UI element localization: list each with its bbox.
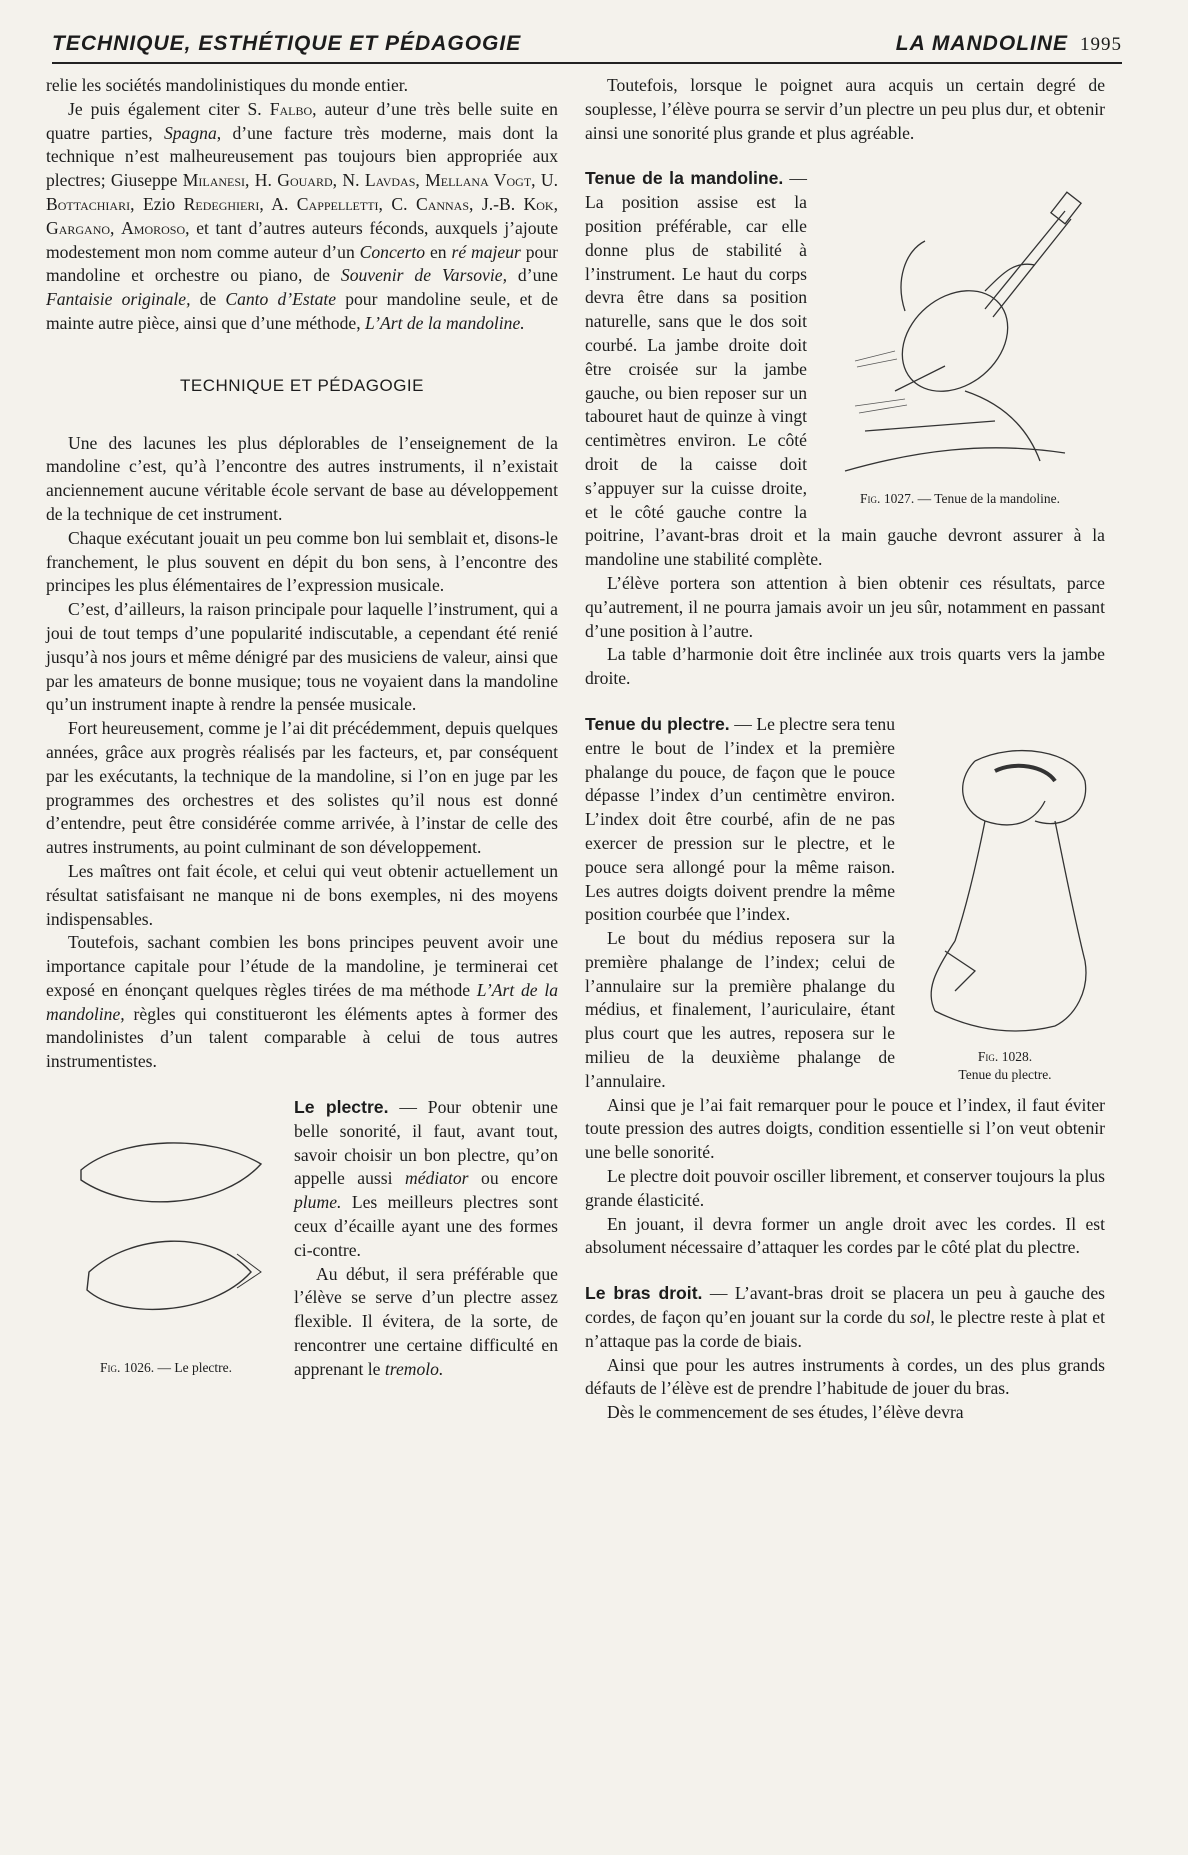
section-heading: TECHNIQUE ET PÉDAGOGIE [179, 375, 424, 395]
paragraph-composers: Je puis également citer S. Falbo, auteur d’une très belle suite en quatre parties, Spagna, d’une facture très moderne, mais dont la technique n’est malheureusement pas toujours bien appropriée aux plectres; Giuseppe Milanesi, H. Gouard, N. Lavdas, Mellana Vogt, U. Bottachiari, Ezio Redeghieri, A. Cappelletti, C. Cannas, J.-B. Kok, Gargano, Amoroso, et tant d’autres auteurs féconds, auxquels j’ajoute modestement mon nom comme auteur d’un Concerto en ré majeur pour mandoline et orchestre ou piano, de Souvenir de Varsovie, d’une Fantaisie originale, de Canto d’Estate pour mandoline seule, et de mainte autre pièce, ainsi que d’une méthode, L’Art de la mandoline. [46, 98, 559, 333]
paragraph-bras-droit: Le bras droit. — L’avant-bras droit se placera un peu à gauche des cordes, de façon qu’en jouant sur la corde du sol, le plectre reste à plat et n’attaque pas la corde de biais. [585, 1283, 1106, 1351]
paragraph-tenue-plectre: Tenue du plectre. — Le plectre sera tenu entre le bout de l’index et la première phalange du pouce, de façon que le pouce dépasse l’index d’un centimètre environ. L’index doit être courbé, afin de ne pas exercer de pression sur le plectre, et le pouce sera allongé pour la même raison. Les autres doigts doivent prendre la même position courbée que l’index. [585, 713, 895, 925]
paragraph-tenue-mandoline: Tenue de la mandoline. — La position assise est la position préférable, car elle donne plus de stabilité à l’instrument. Le haut du corps devra être dans sa position naturelle, sans que le dos soit courbé. La jambe droite doit être croisée sur la jambe gauche, ou bien reposer sur un tabouret haut de quinze à vingt centimètres environ. Le côté droit de la caisse doit s’appuyer sur la cuisse droite, et le côté gauche contre la poitrine, l’avant-bras droit et la main gauche devront assurer à la mandoline une stabilité complète. [585, 168, 1105, 570]
paragraph: Fort heureusement, comme je l’ai dit précédemment, depuis quelques années, grâce aux progrès réalisés par les facteurs, et, par conséquent par les exécutants, la technique de la mandoline, si l’on en juge par les programmes des orchestres et des solistes qu’il nous est donné d’entendre, peut être considérée comme arrivée, à l’instar de celle des autres instruments, au point culminant de son développement. [46, 718, 558, 858]
paragraph: L’élève portera son attention à bien obtenir ces résultats, parce qu’autrement, il ne pourra jamais avoir un jeu sûr, notamment en passant d’une position à l’autre. [585, 572, 1105, 641]
paragraph: Les maîtres ont fait école, et celui qui veut obtenir actuellement un résultat satisfaisant ne manque ni de bons exemples, ni des moyens indispensables. [46, 860, 558, 929]
paragraph: Ainsi que pour les autres instruments à cordes, un des plus grands défauts de l’élève est de prendre l’habitude de jouer du bras. [585, 1354, 1105, 1399]
running-head [52, 30, 1122, 64]
paragraph: Ainsi que je l’ai fait remarquer pour le pouce et l’index, il faut éviter toute pression des autres doigts, condition essentielle si l’on veut obtenir une belle sonorité. [585, 1094, 1105, 1163]
figure-1026 [46, 1122, 286, 1377]
running-head-title: LA MANDOLINE [895, 32, 1068, 55]
paragraph: Chaque exécutant jouait un peu comme bon lui semblait et, disons-le franchement, le plus souvent en dépit du bon sens, à l’encontre des principes les plus élémentaires de l’expression musicale. [46, 527, 558, 596]
right-column [585, 74, 1105, 1425]
plectre-illustration [61, 1122, 271, 1352]
running-head-left: TECHNIQUE, ESTHÉTIQUE ET PÉDAGOGIE [52, 32, 522, 55]
paragraph: Au début, il sera préférable que l’élève se serve d’un plectre assez flexible. Il évitera, de la sorte, de rencontrer une certaine difficulté en apprenant le tremolo. [294, 1263, 558, 1379]
bras-droit-heading: Le bras droit. [585, 1283, 703, 1304]
paragraph: Toutefois, lorsque le poignet aura acquis un certain degré de souplesse, l’élève pourra se servir d’un plectre un peu plus dur, et obtenir ainsi une sonorité plus grande et plus agréable. [585, 75, 1105, 143]
paragraph: La table d’harmonie doit être inclinée aux trois quarts vers la jambe droite. [585, 644, 1105, 689]
figure-caption: Fig. 1026. — Le plectre. [99, 1359, 233, 1375]
paragraph: Toutefois, sachant combien les bons principes peuvent avoir une importance capitale pour l’étude de la mandoline, je terminerai cet exposé en énonçant quelques règles tirées de ma méthode L’Art de la mandoline, règles qui constitueront les éléments aptes à former des mandolinistes d’un talent comparable à celui de tous autres instrumentistes. [46, 932, 559, 1072]
paragraph: Une des lacunes les plus déplorables de l’enseignement de la mandoline c’est, qu’à l’encontre des autres instruments, il n’existait anciennement aucune véritable école servant de base au développement de la technique de cet instrument. [46, 432, 558, 524]
figure-1028 [905, 741, 1105, 1084]
plectre-hand-illustration [915, 741, 1095, 1041]
figure-1027 [815, 191, 1105, 508]
paragraph: Dès le commencement de ses études, l’élève devra [607, 1402, 964, 1423]
paragraph: Le plectre doit pouvoir osciller librement, et conserver toujours la plus grande élasticité. [585, 1166, 1105, 1210]
running-head-right [896, 32, 1122, 56]
tenue-mandoline-heading: Tenue de la mandoline. [585, 168, 784, 189]
tenue-plectre-heading: Tenue du plectre. [585, 713, 730, 734]
paragraph: relie les sociétés mandolinistiques du monde entier. [46, 75, 409, 95]
left-column [46, 74, 558, 1382]
figure-caption: Fig. 1027. — Tenue de la mandoline. [860, 491, 1060, 507]
figure-caption: Fig. 1028. Tenue du plectre. [958, 1048, 1052, 1082]
paragraph-plectre: Le plectre. — Pour obtenir une belle sonorité, il faut, avant tout, savoir choisir un bon plectre, qu’on appelle aussi médiator ou encore plume. Les meilleurs plectres sont ceux d’écaille ayant une des formes ci-contre. [294, 1097, 558, 1260]
plectre-heading: Le plectre. [294, 1097, 389, 1118]
mandoline-illustration [835, 191, 1085, 483]
paragraph: En jouant, il devra former un angle droit avec les cordes. Il est absolument nécessaire d’attaquer les cordes par le côté plat du plectre. [585, 1213, 1105, 1258]
page-number: 1995 [1080, 34, 1122, 55]
paragraph: Le bout du médius reposera sur la première phalange de l’index; celui de l’annulaire sur la première phalange du médius, et finalement, l’auriculaire, étant plus court que les autres, reposera sur le milieu de la deuxième phalange de l’annulaire. [585, 928, 895, 1091]
paragraph: C’est, d’ailleurs, la raison principale pour laquelle l’instrument, qui a joui de tout temps d’une popularité indiscutable, a cependant été renié jusqu’à nos jours et même dénigré par des musiciens de valeur, ainsi que par les amateurs de bonne musique; tous ne voyaient dans la mandoline qu’un instrument inapte à rendre la pensée musicale. [46, 599, 558, 715]
